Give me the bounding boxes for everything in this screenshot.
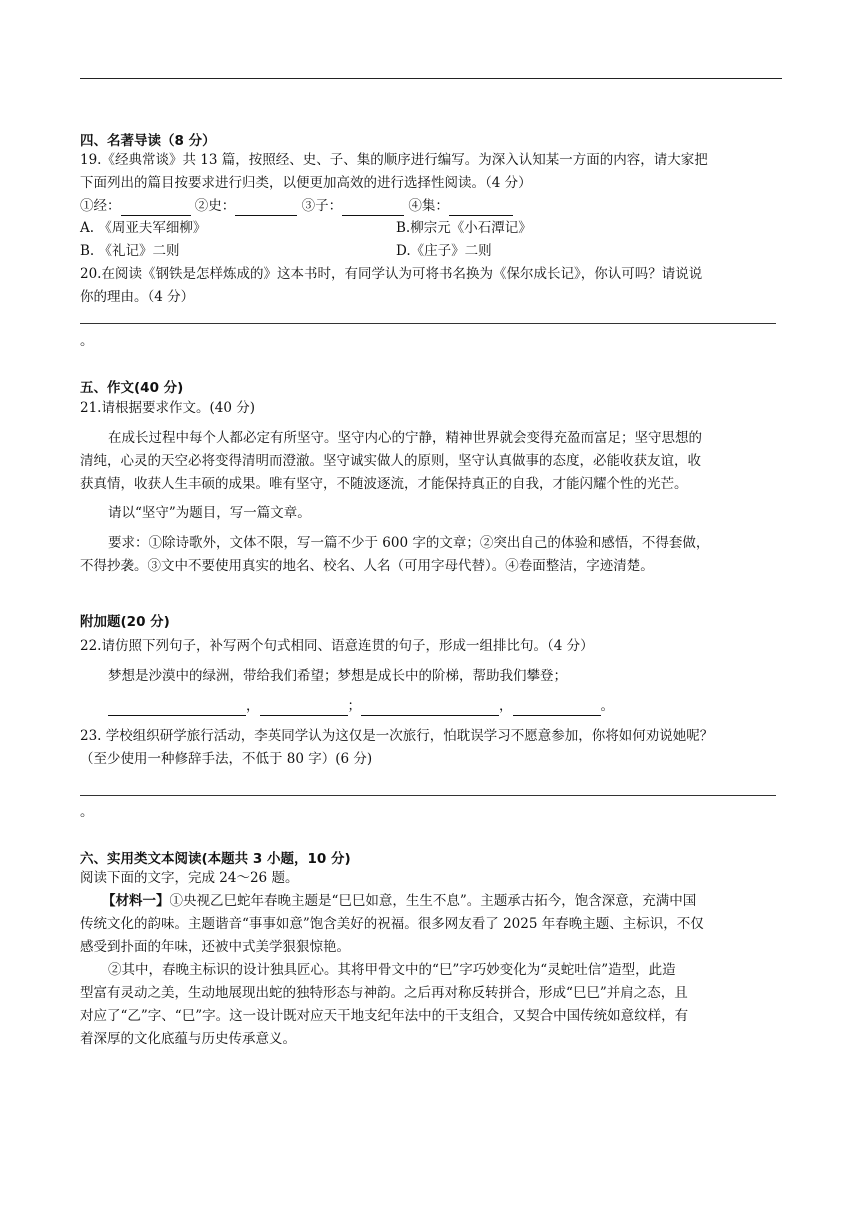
q22-fill-row (108, 697, 614, 716)
q23-end-mark: 。 (80, 804, 94, 820)
essay-req-line2: 不得抄袭。③文中不要使用真实的地名、校名、人名（可用字母代替）。④卷面整洁，字迹清楚。 (80, 558, 654, 574)
q23-line2: （至少使用一种修辞手法，不低于 80 字）(6 分) (80, 751, 373, 767)
top-rule (80, 78, 782, 79)
s6-intro: 阅读下面的文字，完成 24～26 题。 (80, 870, 299, 886)
essay-para1-line2: 清纯，心灵的天空必将变得清明而澄澈。坚守诚实做人的原则，坚守认真做事的态度，必能收获友谊，收 (80, 453, 701, 469)
q21-prompt: 21.请根据要求作文。(40 分) (80, 400, 255, 416)
essay-para1-line3: 获真情，收获人生丰硕的成果。唯有坚守，不随波逐流，才能保持真正的自我，才能闪耀个性的光芒。 (80, 476, 688, 492)
q23-line1: 23. 学校组织研学旅行活动，李英同学认为这仅是一次旅行，怕耽误学习不愿意参加，你将如何劝说她呢？ (80, 728, 714, 744)
q20-answer-line[interactable] (80, 323, 776, 324)
q19-option-d: D.《庄子》二则 (396, 243, 492, 259)
q19-line2: 下面列出的篇目按要求进行归类，以便更加高效的进行选择性阅读。（4 分） (80, 175, 532, 191)
q22-blank-1[interactable] (108, 701, 246, 716)
material1-line2: 传统文化的韵味。主题谐音“事事如意”饱含美好的祝福。很多网友看了 2025 年春晚主题、主标识，不仅 (80, 916, 704, 932)
blank-shi[interactable] (235, 201, 297, 216)
q22-blank-4[interactable] (513, 701, 601, 716)
para2-line3: 对应了“乙”字、“巳”字。这一设计既对应天干地支纪年法中的干支组合，又契合中国传统如意纹样，有 (80, 1008, 689, 1024)
essay-req-line1: 要求：①除诗歌外，文体不限，写一篇不少于 600 字的文章；②突出自己的体验和感悟，不得套做， (108, 535, 710, 551)
q19-fill-row (80, 197, 513, 216)
essay-para1-line1: 在成长过程中每个人都必定有所坚守。坚守内心的宁静，精神世界就会变得充盈而富足；坚守思想的 (108, 430, 702, 446)
q22-prompt: 22.请仿照下列句子，补写两个句式相同、语意连贯的句子，形成一组排比句。（4 分） (80, 638, 594, 654)
q22-blank-2[interactable] (260, 701, 348, 716)
q22-example: 梦想是沙漠中的绿洲，带给我们希望；梦想是成长中的阶梯，帮助我们攀登； (108, 668, 567, 684)
extra-heading: 附加题(20 分) (80, 614, 170, 630)
q22-sep-2: ； (347, 698, 361, 714)
section-5-heading: 五、作文(40 分) (80, 380, 184, 396)
fill-label-ji: ④集： (408, 198, 449, 214)
material1-label: 【材料一】 (102, 893, 170, 909)
material1-line3: 感受到扑面的年味，还被中式美学狠狠惊艳。 (80, 939, 350, 955)
q20-line2: 你的理由。（4 分） (80, 289, 195, 305)
section-4-heading: 四、名著导读（8 分） (80, 133, 216, 149)
blank-jing[interactable] (121, 201, 191, 216)
para2-line2: 型富有灵动之美，生动地展现出蛇的独特形态与神韵。之后再对称反转拼合，形成“巳巳”并肩之态，且 (80, 985, 688, 1001)
para2-line1: ②其中，春晚主标识的设计独具匠心。其将甲骨文中的“巳”字巧妙变化为“灵蛇吐信”造型，此造 (108, 962, 676, 978)
q19-option-b: B.柳宗元《小石潭记》 (396, 220, 532, 236)
q22-sep-4: 。 (600, 698, 614, 714)
q19-option-a: A. 《周亚夫军细柳》 (80, 220, 207, 236)
section-6-heading: 六、实用类文本阅读(本题共 3 小题，10 分) (80, 851, 351, 867)
q23-answer-line[interactable] (80, 795, 776, 796)
q20-end-mark: 。 (80, 333, 94, 349)
fill-label-shi: ②史： (194, 198, 236, 214)
material1-text1: ①央视乙巳蛇年春晚主题是“巳巳如意，生生不息”。主题承古拓今，饱含深意，充满中国 (169, 893, 697, 909)
blank-ji[interactable] (449, 201, 513, 216)
fill-label-zi: ③子： (301, 198, 343, 214)
essay-topic: 请以“坚守”为题目，写一篇文章。 (108, 505, 311, 521)
material1-line1 (102, 892, 696, 911)
fill-label-jing: ①经： (80, 198, 121, 214)
para2-line4: 着深厚的文化底蕴与历史传承意义。 (80, 1031, 296, 1047)
q22-blank-3[interactable] (361, 701, 499, 716)
q20-line1: 20.在阅读《钢铁是怎样炼成的》这本书时，有同学认为可将书名换为《保尔成长记》，你认可吗？请说说 (80, 266, 703, 282)
q19-line1: 19.《经典常谈》共 13 篇，按照经、史、子、集的顺序进行编写。为深入认知某一方面的内容，请大家把 (80, 152, 708, 168)
q22-sep-3: ， (499, 698, 513, 714)
blank-zi[interactable] (342, 201, 404, 216)
q22-sep-1: ， (246, 698, 260, 714)
q19-option-c: B. 《礼记》二则 (80, 243, 180, 259)
